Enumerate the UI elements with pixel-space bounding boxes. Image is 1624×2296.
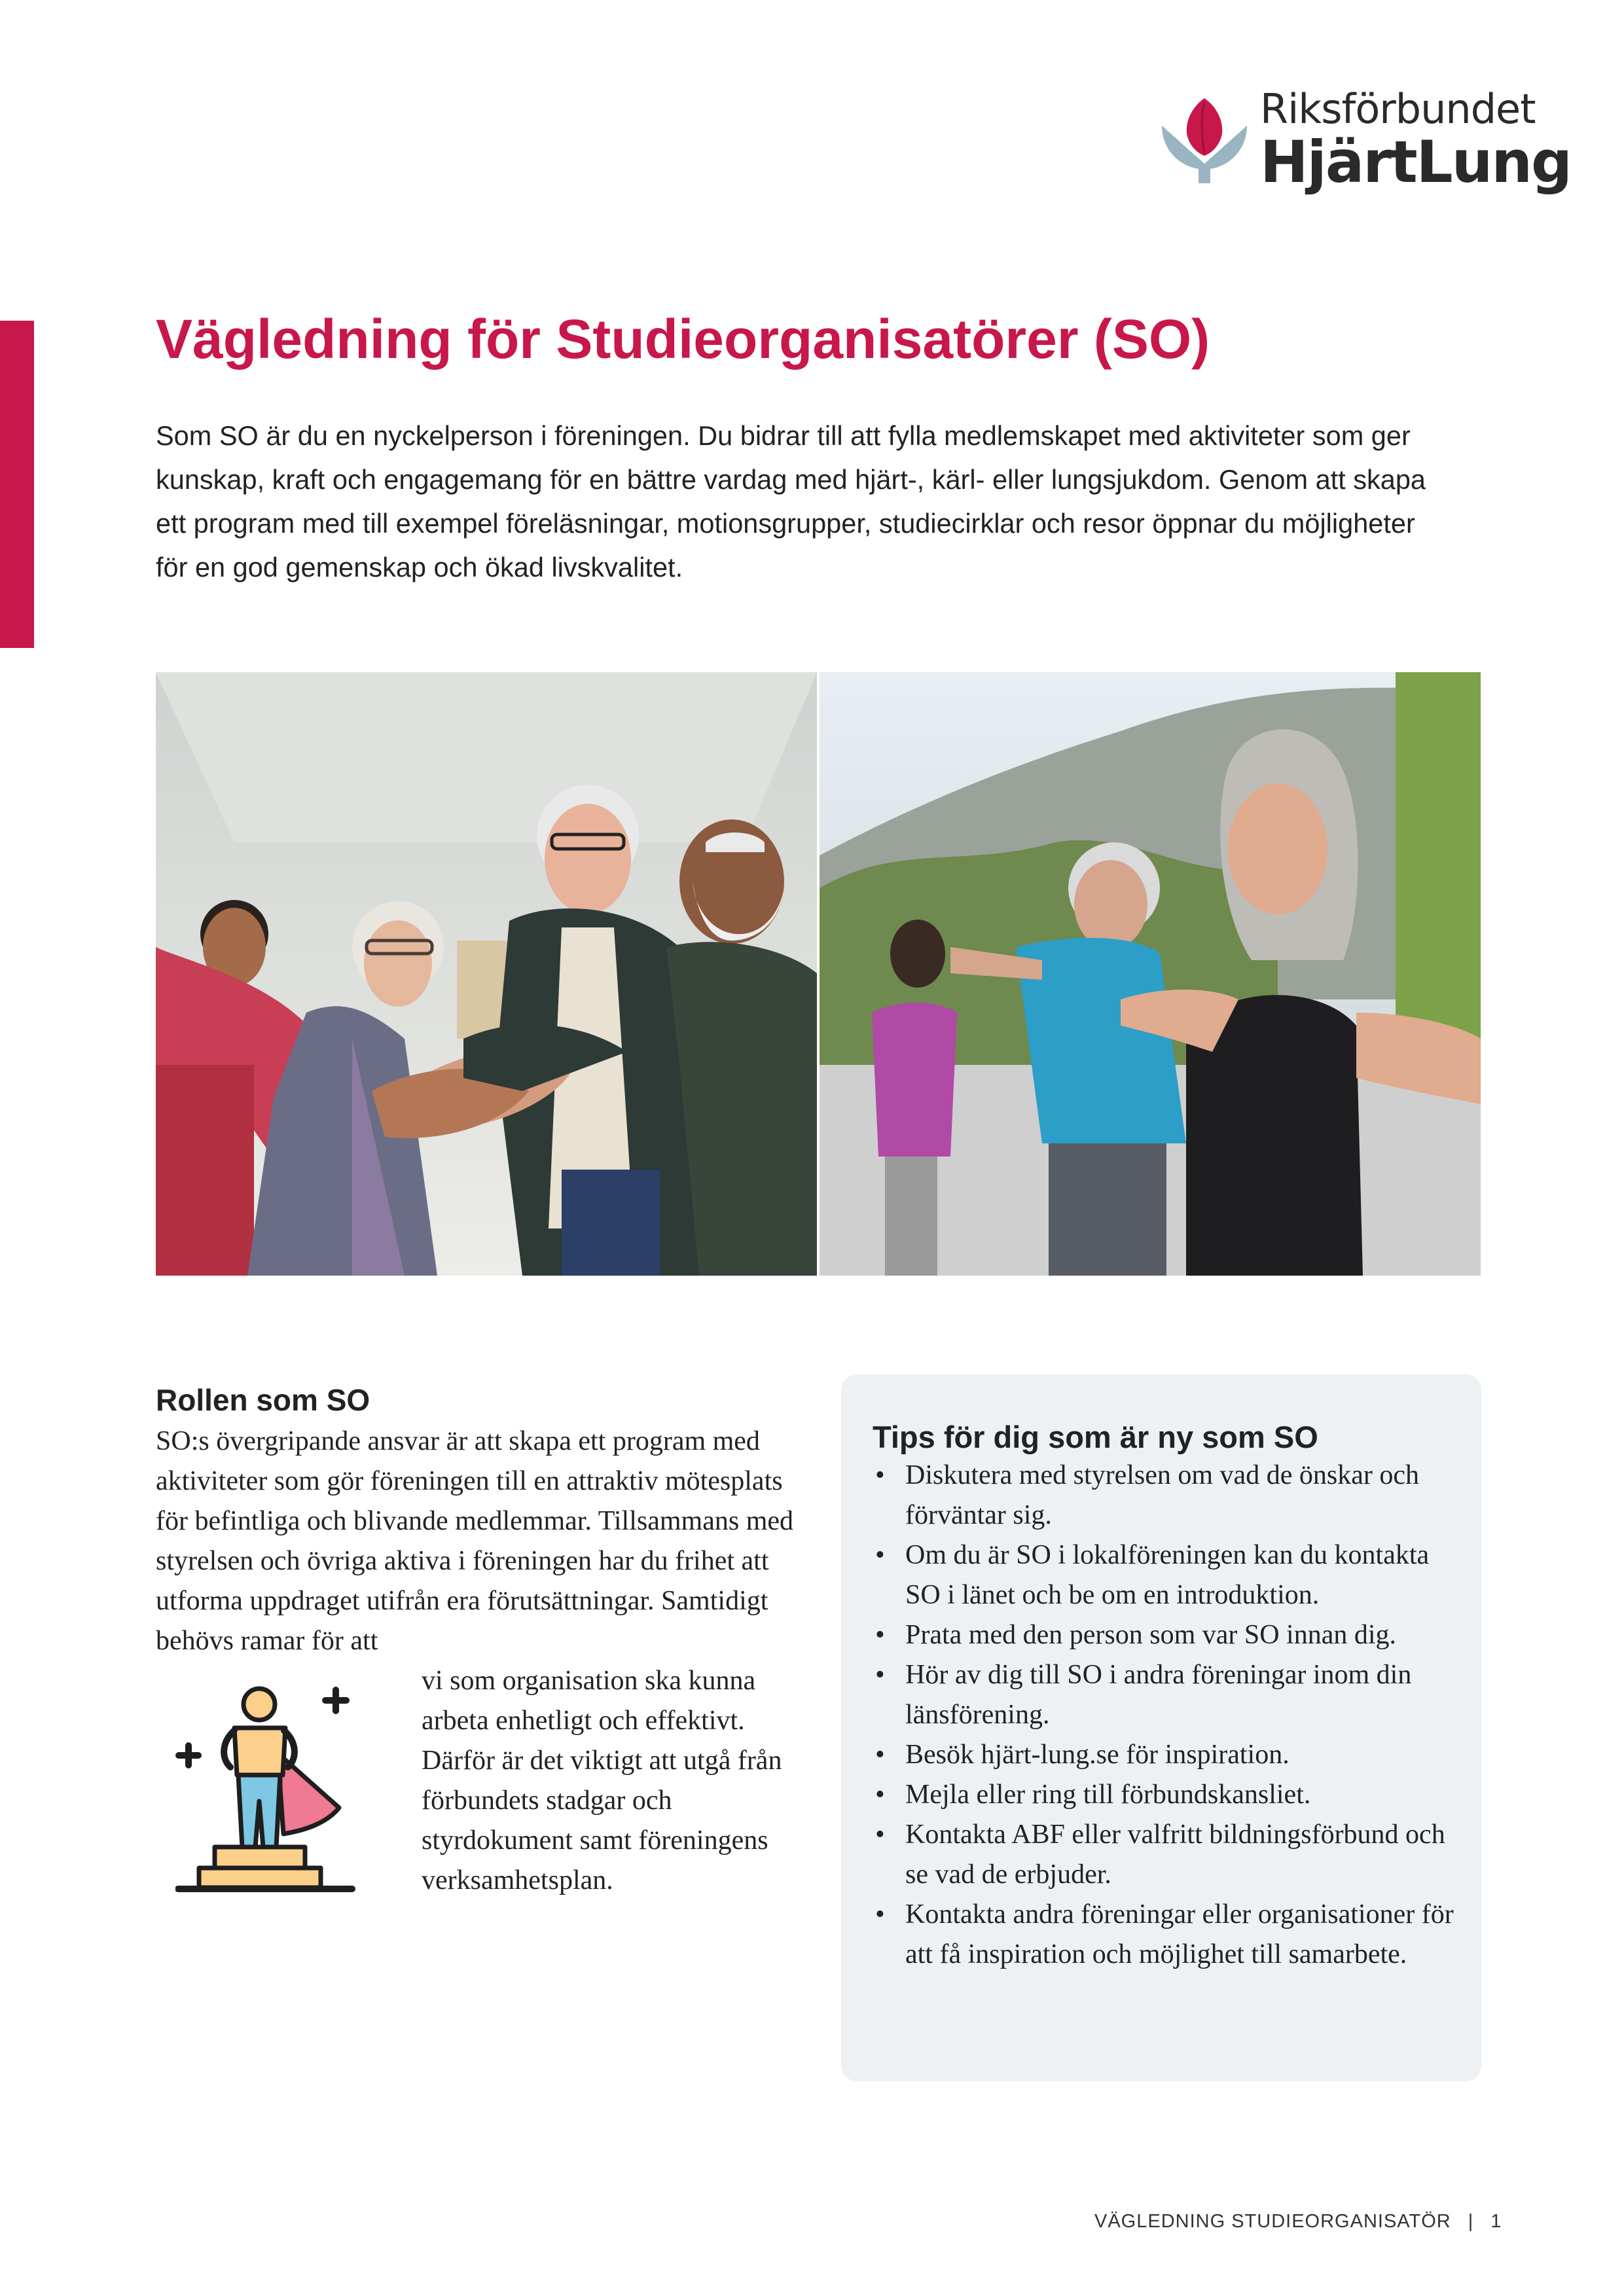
page-number: 1 [1490,2211,1502,2232]
superhero-podium-icon [175,1683,365,1903]
intro-paragraph: Som SO är du en nyckelperson i föreningen. Du bidrar till att fylla medlemskapet med aktiviteter som ger kunskap, kraft och engagemang för en bättre vardag med hjärt-, kärl- eller lungsjukdom. Genom att skapa ett program med till exempel föreläsningar, motionsgrupper, studiecirklar och resor öppnar du möjligheter för en god gemenskap och ökad livskvalitet. [156,420,1426,583]
list-item: • Om du är SO i lokalföreningen kan du kontakta SO i länet och be om en introduktion. [873,1535,1462,1615]
role-text-top: SO:s övergripande ansvar är att skapa ett program med aktiviteter som gör föreningen till en attraktiv mötesplats för befintliga och blivande medlemmar. Tillsammans med styrelsen och övriga aktiva i föreningen har du frihet att utforma uppdraget utifrån era förutsättningar. Samtidigt behövs ramar för att [156,1426,793,1656]
list-item: • Hör av dig till SO i andra föreningar inom din länsförening. [873,1655,1462,1735]
logo-line2: HjärtLung [1260,128,1572,196]
page-title: Vägledning för Studieorganisatörer (SO) [156,308,1210,370]
role-text-bottom: vi som organisation ska kunna arbeta enhetligt och effektivt. Därför är det viktigt att utgå från förbundets stadgar och styrdokument samt föreningens verksamhetsplan. [422,1666,782,1895]
list-item: • Besök hjärt-lung.se för inspiration. [873,1735,1462,1775]
logo [1155,85,1572,196]
footer [1094,2211,1502,2233]
list-item: • Kontakta ABF eller valfritt bildningsförbund och se vad de erbjuder. [873,1815,1462,1895]
logo-line1: Riksförbundet [1260,85,1536,133]
list-item: • Diskutera med styrelsen om vad de önskar och förväntar sig. [873,1456,1462,1535]
accent-bar [0,321,34,648]
list-item: • Prata med den person som var SO innan dig. [873,1615,1462,1655]
photo-seniors-hands-together [156,672,817,1276]
photo-seniors-outdoor-exercise [820,672,1481,1276]
tips-box [841,1374,1481,2081]
list-item: • Kontakta andra föreningar eller organisationer för att få inspiration och möjlighet till samarbete. [873,1895,1462,1975]
tips-heading: Tips för dig som är ny som SO [873,1420,1318,1454]
footer-separator: | [1468,2211,1474,2232]
tips-list [873,1456,1462,1975]
list-item: • Mejla eller ring till förbundskansliet. [873,1775,1462,1815]
tulip-logo-icon [1155,85,1254,190]
footer-label: VÄGLEDNING STUDIEORGANISATÖR [1094,2211,1451,2232]
role-heading: Rollen som SO [156,1383,370,1417]
